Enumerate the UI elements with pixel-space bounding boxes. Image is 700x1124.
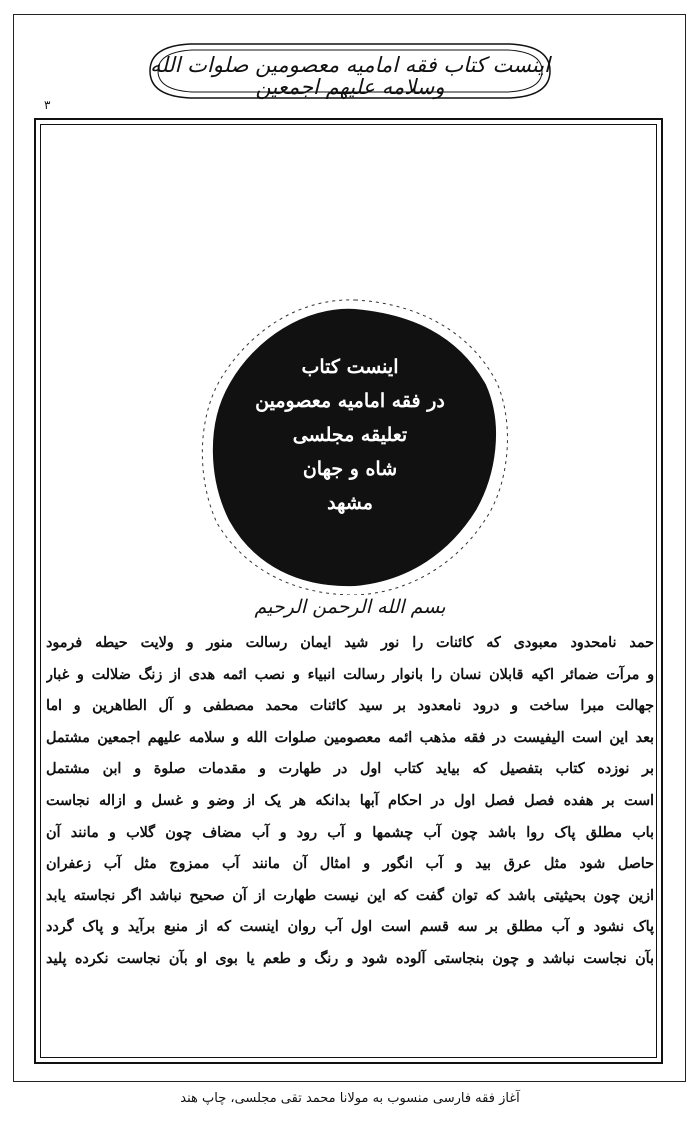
medallion-line: شاه و جهان [302, 458, 398, 480]
medallion-line: تعلیقه مجلسی [292, 424, 408, 446]
medallion-line: مشهد [327, 492, 373, 514]
header-inscription: اینست کتاب فقه امامیه معصومین صلوات الله وسلامه علیهم اجمعین [150, 53, 550, 99]
header-cartouche [130, 36, 570, 106]
body-line: پاک نشود و آب مطلق بر سه قسم است اول آب روان اینست که از منبع برآید و پاک گردد [46, 919, 654, 936]
manuscript-body [46, 628, 654, 976]
medallion-line: در فقه امامیه معصومین [255, 390, 445, 412]
medallion-line: اینست کتاب [301, 356, 399, 378]
body-line: حاصل شود مثل عرق بید و آب انگور و امثال آن مانند آب ممزوج مثل آب زعفران [46, 856, 654, 873]
medallion-title [230, 350, 470, 520]
body-line: و مرآت ضمائر اکیه قابلان نسان را بانوار رسالت انبیاء و نصب ائمه هدی از زنگ ضلالت و غبار [46, 666, 654, 683]
body-line: جهالت مبرا ساخت و درود نامعدود بر سید کائنات محمد مصطفی و آل الطاهرین و اما [46, 698, 654, 715]
body-line: حمد نامحدود معبودی که کائنات را نور شید ایمان رسالت منور و ولایت حیطه فرمود [46, 635, 654, 651]
body-line: بر نوزده کتاب بتفصیل که بیاید کتاب اول در طهارت و مقدمات صلوة و ابن مشتمل [46, 761, 654, 778]
page-number: ۳ [44, 98, 51, 112]
body-line: بآن نجاست نباشد و چون بنجاستی آلوده شود و رنگ و طعم یا بوی او بآن نجاست نکرده پلید [46, 950, 654, 967]
body-line: ازین چون بحیثیتی باشد که توان گفت که این نیست طهارت از آن صحیح نباشد اگر نجاسته یابد [46, 887, 654, 904]
bismillah: بسم الله الرحمن الرحیم [254, 596, 446, 618]
figure-caption: آغاز فقه فارسی منسوب به مولانا محمد تقی مجلسی، چاپ هند [180, 1091, 520, 1106]
body-line: باب مطلق پاک روا باشد چون آب چشمها و آب رود و آب مضاف چون گلاب و مانند آن [46, 824, 654, 841]
body-line: بعد این است الیفیست در فقه مذهب ائمه معصومین صلوات الله و سلامه علیهم اجمعین مشتمل [46, 729, 654, 746]
body-line: است بر هفده فصل فصل اول در احکام آبها بدانکه هر یک از وضو و غسل و ازاله نجاست [46, 792, 654, 809]
